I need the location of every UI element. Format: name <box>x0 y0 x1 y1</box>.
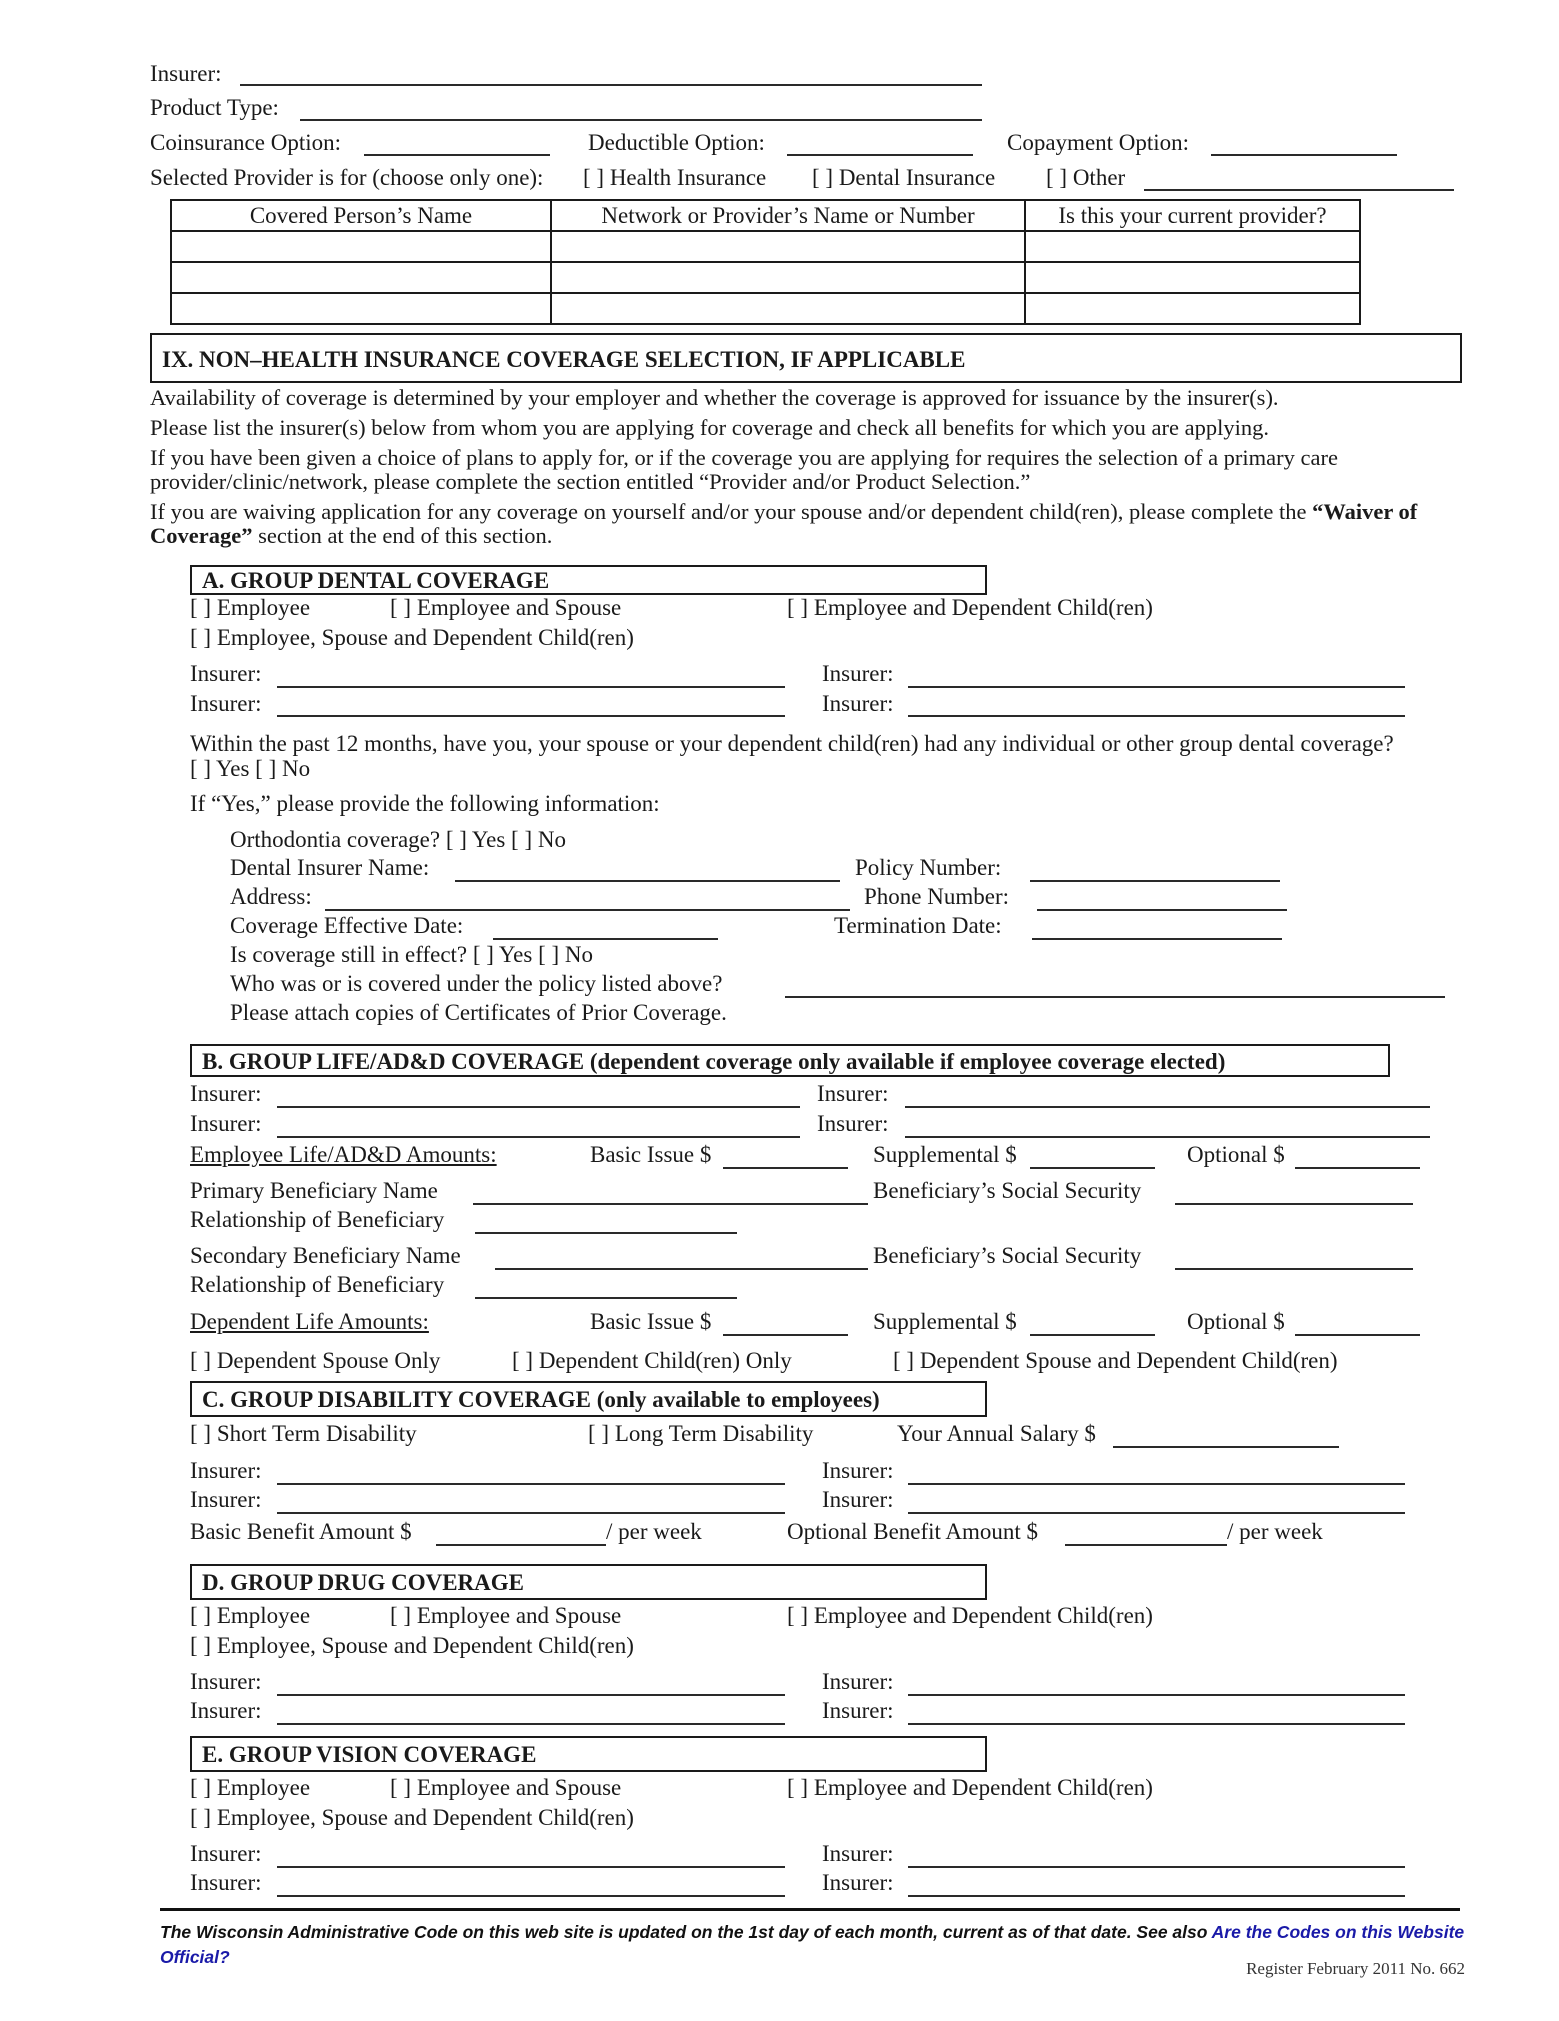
vision-insurer-field-4[interactable] <box>908 1895 1405 1897</box>
dental-insurer-label: Insurer: <box>190 661 262 686</box>
dependent-supplemental-label: Supplemental $ <box>873 1309 1017 1334</box>
section-ix-para-4 <box>150 500 1480 548</box>
coinsurance-field[interactable] <box>364 154 550 156</box>
other-field[interactable] <box>1144 189 1454 191</box>
dependent-optional-field[interactable] <box>1295 1334 1420 1336</box>
prior-dental-yes-no[interactable]: [ ] Yes [ ] No <box>190 756 311 781</box>
life-section-header <box>190 1044 1390 1077</box>
covered-person-cell[interactable] <box>171 262 551 293</box>
vision-employee-children-checkbox[interactable]: [ ] Employee and Dependent Child(ren) <box>787 1775 1153 1800</box>
primary-relationship-field[interactable] <box>475 1232 737 1234</box>
dental-employee-children-checkbox[interactable]: [ ] Employee and Dependent Child(ren) <box>787 595 1153 620</box>
disability-section-title <box>202 1386 880 1414</box>
long-term-disability-checkbox[interactable]: [ ] Long Term Disability <box>588 1421 814 1446</box>
drug-insurer-field-4[interactable] <box>908 1723 1405 1725</box>
disability-insurer-label: Insurer: <box>190 1458 262 1483</box>
vision-insurer-field-1[interactable] <box>277 1866 785 1868</box>
disability-title-note: (only available to employees) <box>590 1387 880 1412</box>
vision-insurer-field-2[interactable] <box>908 1866 1405 1868</box>
dental-insurer-label: Insurer: <box>822 661 894 686</box>
effective-date-label: Coverage Effective Date: <box>230 913 464 938</box>
covered-person-cell[interactable] <box>171 231 551 262</box>
covered-person-cell[interactable] <box>171 293 551 324</box>
insurer-label: Insurer: <box>150 61 222 86</box>
column-header: Is this your current provider? <box>1025 200 1360 231</box>
basic-benefit-per-week: / per week <box>606 1519 702 1544</box>
basic-benefit-field[interactable] <box>436 1544 606 1546</box>
disability-section-header <box>190 1381 987 1417</box>
life-insurer-field-1[interactable] <box>277 1106 800 1108</box>
table-row <box>171 262 1360 293</box>
dental-employee-checkbox[interactable]: [ ] Employee <box>190 595 311 620</box>
provider-cell[interactable] <box>551 293 1025 324</box>
drug-insurer-label: Insurer: <box>190 1669 262 1694</box>
employee-basic-issue-field[interactable] <box>723 1167 848 1169</box>
dental-insurer-field-4[interactable] <box>908 715 1405 717</box>
register-info: Register February 2011 No. 662 <box>1246 1959 1465 1978</box>
still-in-effect-question[interactable]: Is coverage still in effect? [ ] Yes [ ] No <box>230 942 593 967</box>
section-ix-para-3: If you have been given a choice of plans to apply for, or if the coverage you are applying for requires the selection of a primary care provider/clinic/network, please complete the section entitled “Provider and/or Product Selection.” <box>150 445 1338 494</box>
drug-insurer-label: Insurer: <box>190 1698 262 1723</box>
dental-insurer-label: Insurer: <box>822 691 894 716</box>
drug-section-header <box>190 1564 987 1600</box>
optional-benefit-label: Optional Benefit Amount $ <box>787 1519 1039 1544</box>
vision-insurer-field-3[interactable] <box>277 1895 785 1897</box>
employee-basic-issue-label: Basic Issue $ <box>590 1142 712 1167</box>
disability-insurer-field-4[interactable] <box>908 1512 1405 1514</box>
disability-insurer-field-1[interactable] <box>277 1483 785 1485</box>
para-4-text: If you are waiving application for any coverage on yourself and/or your spouse and/or dependent child(ren), please complete the <box>150 499 1313 524</box>
disability-insurer-field-2[interactable] <box>908 1483 1405 1485</box>
dental-employee-spouse-checkbox[interactable]: [ ] Employee and Spouse <box>390 595 622 620</box>
employee-life-amounts-label: Employee Life/AD&D Amounts: <box>190 1142 497 1167</box>
disability-insurer-label: Insurer: <box>822 1458 894 1483</box>
dependent-basic-issue-field[interactable] <box>723 1334 848 1336</box>
dependent-children-only-checkbox[interactable]: [ ] Dependent Child(ren) Only <box>512 1348 792 1373</box>
primary-relationship-label: Relationship of Beneficiary <box>190 1207 445 1232</box>
address-field[interactable] <box>325 909 850 911</box>
dependent-spouse-only-checkbox[interactable]: [ ] Dependent Spouse Only <box>190 1348 441 1373</box>
section-ix-title: IX. NON–HEALTH INSURANCE COVERAGE SELECTION, IF APPLICABLE <box>162 347 966 372</box>
column-header: Network or Provider’s Name or Number <box>551 200 1025 231</box>
vision-employee-checkbox[interactable]: [ ] Employee <box>190 1775 311 1800</box>
who-covered-label: Who was or is covered under the policy listed above? <box>230 971 723 996</box>
phone-number-field[interactable] <box>1037 909 1287 911</box>
prior-dental-question: Within the past 12 months, have you, your spouse or your dependent child(ren) had any individual or other group dental coverage? <box>190 731 1394 756</box>
drug-employee-spouse-children-checkbox[interactable]: [ ] Employee, Spouse and Dependent Child(ren) <box>190 1633 634 1658</box>
current-provider-cell[interactable] <box>1025 262 1360 293</box>
dependent-basic-issue-label: Basic Issue $ <box>590 1309 712 1334</box>
disability-insurer-field-3[interactable] <box>277 1512 785 1514</box>
short-term-disability-checkbox[interactable]: [ ] Short Term Disability <box>190 1421 417 1446</box>
disability-insurer-label: Insurer: <box>822 1487 894 1512</box>
vision-insurer-label: Insurer: <box>822 1870 894 1895</box>
basic-benefit-label: Basic Benefit Amount $ <box>190 1519 412 1544</box>
drug-insurer-field-1[interactable] <box>277 1694 785 1696</box>
vision-insurer-label: Insurer: <box>822 1841 894 1866</box>
primary-beneficiary-ssn-label: Beneficiary’s Social Security <box>873 1178 1142 1203</box>
secondary-beneficiary-field[interactable] <box>495 1268 868 1270</box>
dental-insurer-field-3[interactable] <box>277 715 785 717</box>
employee-supplemental-field[interactable] <box>1030 1167 1155 1169</box>
vision-employee-spouse-children-checkbox[interactable]: [ ] Employee, Spouse and Dependent Child(ren) <box>190 1805 634 1830</box>
dental-insurer-label: Insurer: <box>190 691 262 716</box>
life-insurer-label: Insurer: <box>190 1111 262 1136</box>
life-insurer-label: Insurer: <box>817 1111 889 1136</box>
health-insurance-checkbox[interactable]: [ ] Health Insurance <box>583 165 767 190</box>
table-header-row <box>171 200 1360 231</box>
annual-salary-field[interactable] <box>1113 1446 1339 1448</box>
provider-cell[interactable] <box>551 262 1025 293</box>
drug-employee-spouse-checkbox[interactable]: [ ] Employee and Spouse <box>390 1603 622 1628</box>
drug-insurer-label: Insurer: <box>822 1669 894 1694</box>
drug-insurer-field-3[interactable] <box>277 1723 785 1725</box>
life-insurer-field-4[interactable] <box>905 1136 1430 1138</box>
life-insurer-label: Insurer: <box>190 1081 262 1106</box>
optional-benefit-field[interactable] <box>1065 1544 1227 1546</box>
dental-section-title: A. GROUP DENTAL COVERAGE <box>202 568 550 593</box>
disability-title-text: C. GROUP DISABILITY COVERAGE <box>202 1387 591 1412</box>
codes-official-link[interactable]: Are the Codes on this Website Official? <box>160 1922 1465 1967</box>
annual-salary-label: Your Annual Salary $ <box>897 1421 1096 1446</box>
secondary-beneficiary-ssn-field[interactable] <box>1175 1268 1413 1270</box>
termination-date-field[interactable] <box>1032 938 1282 940</box>
vision-insurer-label: Insurer: <box>190 1841 262 1866</box>
life-title-note: (dependent coverage only available if employee coverage elected) <box>584 1049 1226 1074</box>
vision-section-header <box>190 1736 987 1772</box>
termination-date-label: Termination Date: <box>834 913 1002 938</box>
policy-number-field[interactable] <box>1030 880 1280 882</box>
primary-beneficiary-field[interactable] <box>473 1203 868 1205</box>
drug-insurer-label: Insurer: <box>822 1698 894 1723</box>
selected-provider-label: Selected Provider is for (choose only one): <box>150 165 544 190</box>
drug-insurer-field-2[interactable] <box>908 1694 1405 1696</box>
primary-beneficiary-label: Primary Beneficiary Name <box>190 1178 438 1203</box>
insurer-field[interactable] <box>240 84 982 86</box>
life-insurer-label: Insurer: <box>817 1081 889 1106</box>
table-row <box>171 293 1360 324</box>
deductible-label: Deductible Option: <box>588 130 765 155</box>
provider-cell[interactable] <box>551 231 1025 262</box>
dependent-supplemental-field[interactable] <box>1030 1334 1155 1336</box>
deductible-field[interactable] <box>787 154 973 156</box>
copayment-field[interactable] <box>1211 154 1397 156</box>
phone-number-label: Phone Number: <box>864 884 1010 909</box>
waiver-of-coverage-ref: “Waiver of Coverage” <box>150 499 1418 548</box>
vision-section-title: E. GROUP VISION COVERAGE <box>202 1742 537 1767</box>
product-type-label: Product Type: <box>150 95 279 120</box>
effective-date-field[interactable] <box>493 938 718 940</box>
secondary-relationship-label: Relationship of Beneficiary <box>190 1272 445 1297</box>
disability-insurer-label: Insurer: <box>190 1487 262 1512</box>
other-checkbox[interactable]: [ ] Other <box>1046 165 1126 190</box>
attach-certificates-note: Please attach copies of Certificates of Prior Coverage. <box>230 1000 727 1025</box>
para-4-text-end: section at the end of this section. <box>252 523 553 548</box>
section-ix-para-1: Availability of coverage is determined by your employer and whether the coverage is approved for issuance by the insurer(s). <box>150 385 1279 410</box>
if-yes-instruction: If “Yes,” please provide the following information: <box>190 791 660 816</box>
column-header: Covered Person’s Name <box>171 200 551 231</box>
coinsurance-label: Coinsurance Option: <box>150 130 341 155</box>
employee-supplemental-label: Supplemental $ <box>873 1142 1017 1167</box>
product-type-field[interactable] <box>300 119 982 121</box>
dental-insurance-checkbox[interactable]: [ ] Dental Insurance <box>812 165 996 190</box>
section-ix-para-2: Please list the insurer(s) below from whom you are applying for coverage and check all benefits for which you are applying. <box>150 415 1270 440</box>
life-insurer-field-3[interactable] <box>277 1136 800 1138</box>
dental-employee-spouse-children-checkbox[interactable]: [ ] Employee, Spouse and Dependent Child(ren) <box>190 625 634 650</box>
drug-section-title: D. GROUP DRUG COVERAGE <box>202 1570 525 1595</box>
life-section-title <box>202 1048 1225 1076</box>
dental-section-header <box>190 565 987 595</box>
section-ix-header <box>150 333 1462 383</box>
policy-number-label: Policy Number: <box>855 855 1002 880</box>
current-provider-cell[interactable] <box>1025 293 1360 324</box>
dental-insurer-field-1[interactable] <box>277 686 785 688</box>
provider-table <box>170 199 1361 325</box>
who-covered-field[interactable] <box>785 996 1445 998</box>
footer-divider <box>160 1908 1460 1911</box>
optional-benefit-per-week: / per week <box>1227 1519 1323 1544</box>
dependent-spouse-children-checkbox[interactable]: [ ] Dependent Spouse and Dependent Child(ren) <box>893 1348 1338 1373</box>
copayment-label: Copayment Option: <box>1007 130 1190 155</box>
drug-employee-checkbox[interactable]: [ ] Employee <box>190 1603 311 1628</box>
life-insurer-field-2[interactable] <box>905 1106 1430 1108</box>
employee-optional-label: Optional $ <box>1187 1142 1285 1167</box>
dependent-life-amounts-label: Dependent Life Amounts: <box>190 1309 429 1334</box>
dependent-optional-label: Optional $ <box>1187 1309 1285 1334</box>
dental-insurer-name-label: Dental Insurer Name: <box>230 855 430 880</box>
employee-optional-field[interactable] <box>1295 1167 1420 1169</box>
table-row <box>171 231 1360 262</box>
life-title-text: B. GROUP LIFE/AD&D COVERAGE <box>202 1049 585 1074</box>
vision-insurer-label: Insurer: <box>190 1870 262 1895</box>
current-provider-cell[interactable] <box>1025 231 1360 262</box>
vision-employee-spouse-checkbox[interactable]: [ ] Employee and Spouse <box>390 1775 622 1800</box>
orthodontia-question[interactable]: Orthodontia coverage? [ ] Yes [ ] No <box>230 827 566 852</box>
address-label: Address: <box>230 884 312 909</box>
footer-note-text: The Wisconsin Administrative Code on this web site is updated on the 1st day of each month, current as of that date. See also <box>160 1922 1212 1942</box>
dental-insurer-name-field[interactable] <box>455 880 840 882</box>
primary-beneficiary-ssn-field[interactable] <box>1175 1203 1413 1205</box>
secondary-relationship-field[interactable] <box>475 1297 737 1299</box>
secondary-beneficiary-label: Secondary Beneficiary Name <box>190 1243 461 1268</box>
secondary-beneficiary-ssn-label: Beneficiary’s Social Security <box>873 1243 1142 1268</box>
dental-insurer-field-2[interactable] <box>908 686 1405 688</box>
drug-employee-children-checkbox[interactable]: [ ] Employee and Dependent Child(ren) <box>787 1603 1153 1628</box>
